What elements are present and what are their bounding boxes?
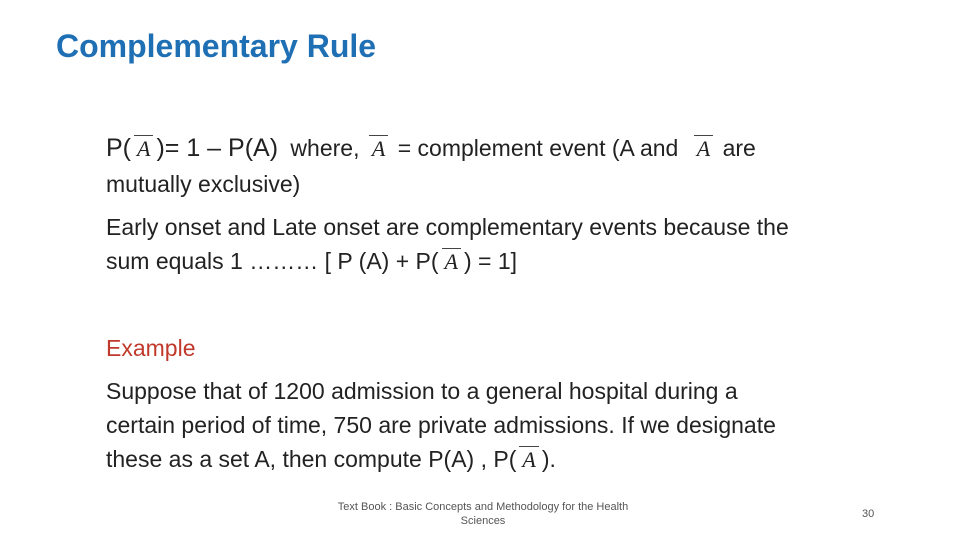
a-complement-symbol: A	[439, 246, 464, 278]
example-line-3-end: ).	[541, 446, 556, 472]
example-line-3-start: these as a set A, then compute P(A) , P(	[106, 446, 517, 472]
footer-reference: Text Book : Basic Concepts and Methodology for the Health Sciences	[337, 501, 629, 527]
a-complement-symbol: A	[691, 133, 716, 165]
example-label: Example	[106, 335, 196, 361]
example-line-2: certain period of time, 750 are private admissions. If we designate	[106, 412, 776, 438]
example-line-1: Suppose that of 1200 admission to a general hospital during a	[106, 378, 738, 404]
early-late-line-2	[106, 245, 517, 278]
early-late-line-2-start: sum equals 1 ……… [ P (A) + P(	[106, 248, 439, 274]
a-complement-symbol: A	[516, 444, 541, 476]
formula-rest: )= 1 – P(A)	[156, 134, 279, 162]
slide-title: Complementary Rule	[56, 28, 377, 64]
formula-p-open: P(	[106, 134, 131, 162]
rule-line	[106, 132, 756, 165]
rule-continuation: mutually exclusive)	[106, 171, 301, 197]
a-complement-symbol: A	[131, 133, 156, 165]
page-number: 30	[862, 508, 875, 520]
definition-text: = complement event (A and	[397, 135, 679, 161]
early-late-line-1: Early onset and Late onset are complementary events because the	[106, 214, 789, 240]
early-late-line-2-end: ) = 1]	[464, 248, 518, 274]
where-text: where,	[290, 135, 360, 161]
example-line-3	[106, 443, 556, 476]
are-text: are	[722, 135, 756, 161]
a-complement-symbol: A	[366, 133, 391, 165]
